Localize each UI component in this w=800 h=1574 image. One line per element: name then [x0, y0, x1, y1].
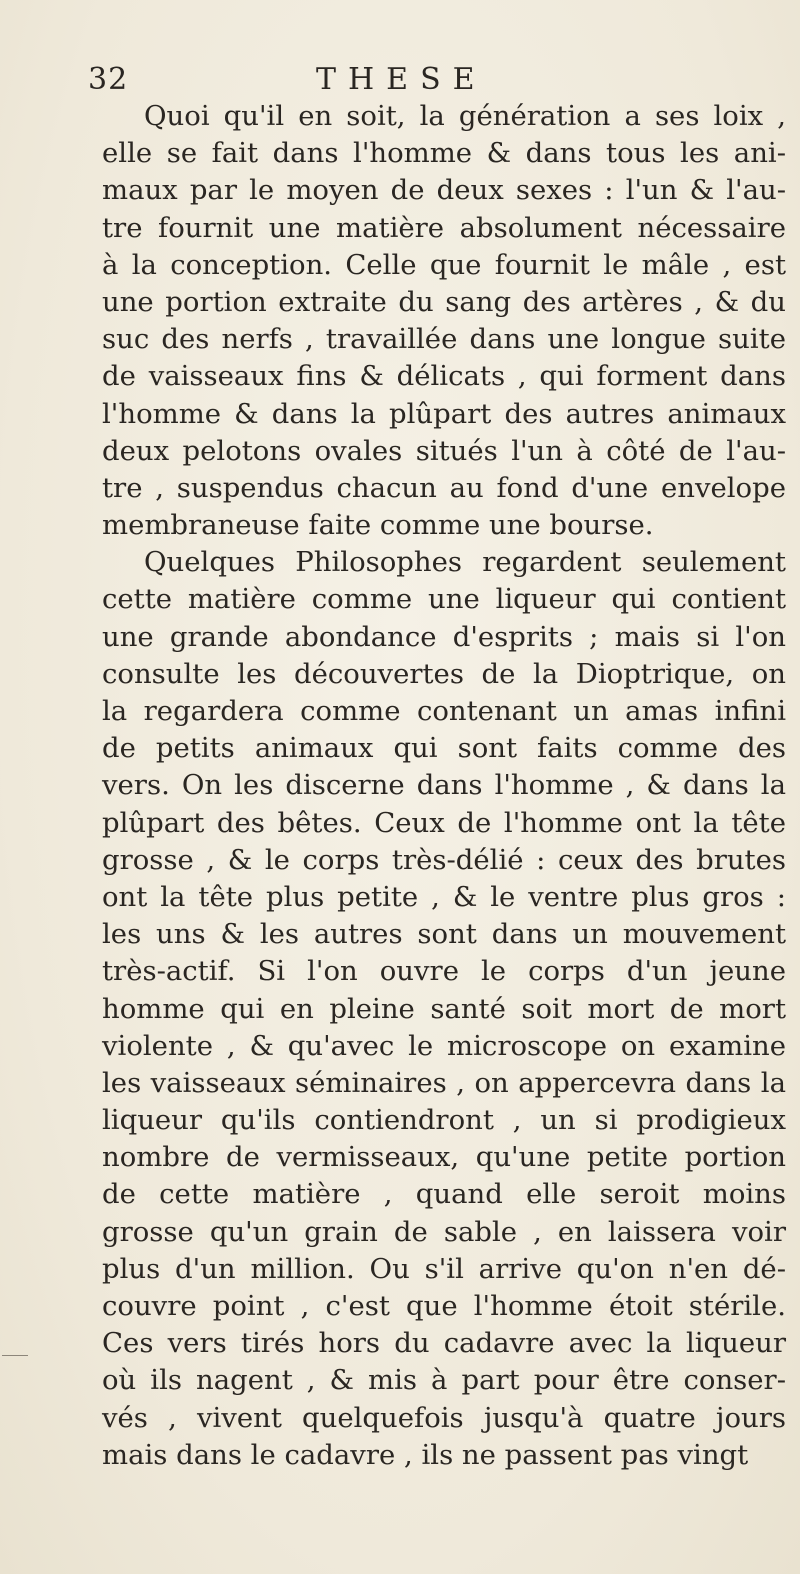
text-line: plûpart des bêtes. Ceux de l'homme ont la tête — [102, 806, 786, 839]
text-line: où ils nagent , & mis à part pour être conser- — [102, 1364, 786, 1397]
text-line: elle se fait dans l'homme & dans tous les ani- — [102, 137, 786, 170]
text-line: nombre de vermisseaux, qu'une petite portion — [102, 1141, 786, 1174]
margin-mark — [2, 1355, 28, 1356]
text-line: très-actif. Si l'on ouvre le corps d'un jeune — [102, 955, 786, 988]
text-line: consulte les découvertes de la Dioptrique, on — [102, 657, 786, 690]
page-number: 32 — [88, 62, 129, 97]
text-line: tre , suspendus chacun au fond d'une envelope — [102, 471, 786, 504]
body-text — [102, 98, 786, 1474]
text-line: membraneuse faite comme une bourse. — [102, 509, 654, 542]
paragraph — [102, 544, 786, 1474]
text-line: violente , & qu'avec le microscope on examine — [102, 1029, 786, 1062]
text-line: de petits animaux qui sont faits comme des — [102, 732, 786, 765]
text-line: vés , vivent quelquefois jusqu'à quatre jours — [102, 1401, 786, 1434]
text-line: deux pelotons ovales situés l'un à côté de l'au- — [102, 434, 786, 467]
running-title: THESE — [316, 62, 487, 97]
text-line: cette matière comme une liqueur qui contient — [102, 583, 786, 616]
text-line: les uns & les autres sont dans un mouvement — [102, 918, 786, 951]
text-line: homme qui en pleine santé soit mort de mort — [102, 992, 786, 1025]
text-line: l'homme & dans la plûpart des autres animaux — [102, 397, 786, 430]
text-line: à la conception. Celle que fournit le mâle , est — [102, 248, 786, 281]
text-line: Ces vers tirés hors du cadavre avec la liqueur — [102, 1327, 786, 1360]
text-line: mais dans le cadavre , ils ne passent pas vingt — [102, 1438, 749, 1471]
text-line: la regardera comme contenant un amas infini — [102, 695, 786, 727]
text-line: couvre point , c'est que l'homme étoit stérile. — [102, 1290, 786, 1322]
text-line: tre fournit une matière absolument nécessaire — [102, 211, 786, 244]
text-line: plus d'un million. Ou s'il arrive qu'on n'en dé- — [102, 1252, 786, 1285]
text-line: liqueur qu'ils contiendront , un si prodigieux — [102, 1104, 786, 1137]
text-line: Quoi qu'il en soit, la génération a ses loix , — [144, 100, 786, 132]
text-line: suc des nerfs , travaillée dans une longue suite — [102, 323, 786, 356]
text-line: maux par le moyen de deux sexes : l'un & l'au- — [102, 174, 786, 207]
text-line: une portion extraite du sang des artères , & du — [102, 285, 786, 318]
paragraph — [102, 98, 786, 544]
text-line: de cette matière , quand elle seroit moins — [102, 1178, 786, 1211]
text-line: une grande abondance d'esprits ; mais si l'on — [102, 620, 786, 653]
text-line: grosse , & le corps très-délié : ceux des brutes — [102, 843, 786, 876]
text-line: de vaisseaux fins & délicats , qui forment dans — [102, 360, 786, 393]
text-line: grosse qu'un grain de sable , en laissera voir — [102, 1215, 786, 1248]
text-line: ont la tête plus petite , & le ventre plus gros : — [102, 880, 786, 913]
page-header — [88, 60, 788, 100]
text-line: vers. On les discerne dans l'homme , & dans la — [102, 769, 786, 802]
text-line: Quelques Philosophes regardent seulement — [144, 546, 786, 579]
text-line: les vaisseaux séminaires , on appercevra dans la — [102, 1066, 786, 1099]
